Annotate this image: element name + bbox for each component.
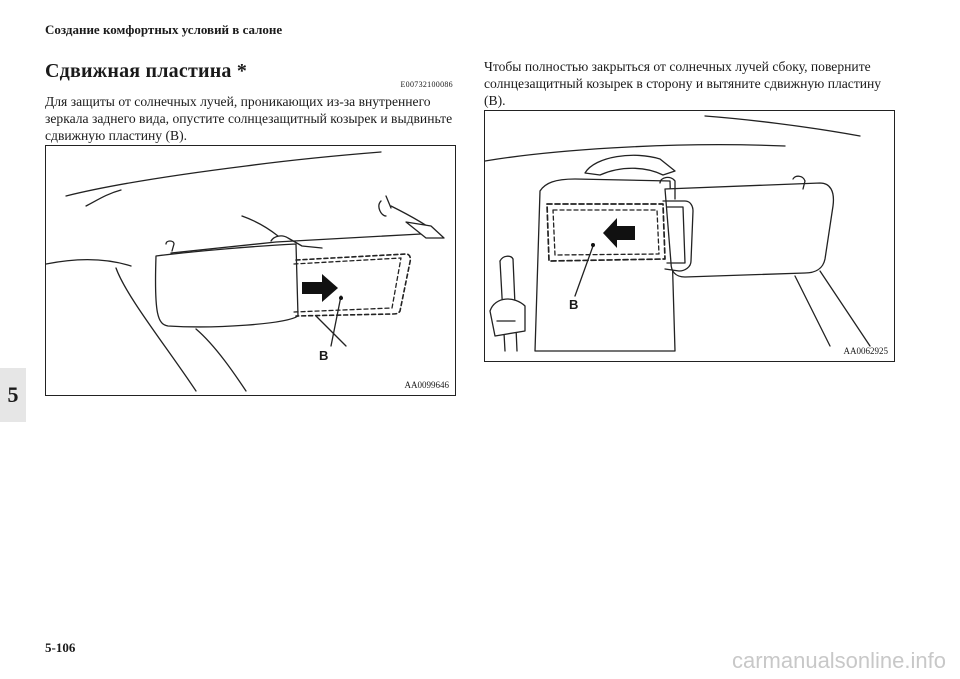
right-paragraph: Чтобы полностью закрыться от солнечных лучей сбоку, поверните солнцезащитный козырек в сторону и вытяните сдвижную пластину (B). <box>484 59 882 108</box>
left-paragraph: Для защиты от солнечных лучей, проникающих из-за внутреннего зеркала заднего вида, опустите солнцезащитный козырек и выдвиньте сдвижную пластину (B). <box>45 94 453 143</box>
sun-visor-side-illustration <box>485 111 894 361</box>
chapter-tab: 5 <box>0 368 26 422</box>
page-number: 5-106 <box>45 640 76 655</box>
figure-code: AA0062925 <box>843 346 888 356</box>
figure-label-b: B <box>569 297 579 312</box>
figure-left <box>45 145 456 396</box>
sun-visor-front-illustration <box>46 146 455 395</box>
running-header: Создание комфортных условий в салоне <box>45 22 283 37</box>
right-arrow-icon <box>302 274 338 302</box>
figure-right <box>484 110 895 362</box>
figure-code: AA0099646 <box>404 380 449 390</box>
watermark: carmanualsonline.info <box>731 648 946 673</box>
section-code: E00732100086 <box>400 80 453 89</box>
section-title: Сдвижная пластина * <box>45 60 248 82</box>
figure-label-b: B <box>319 348 329 363</box>
